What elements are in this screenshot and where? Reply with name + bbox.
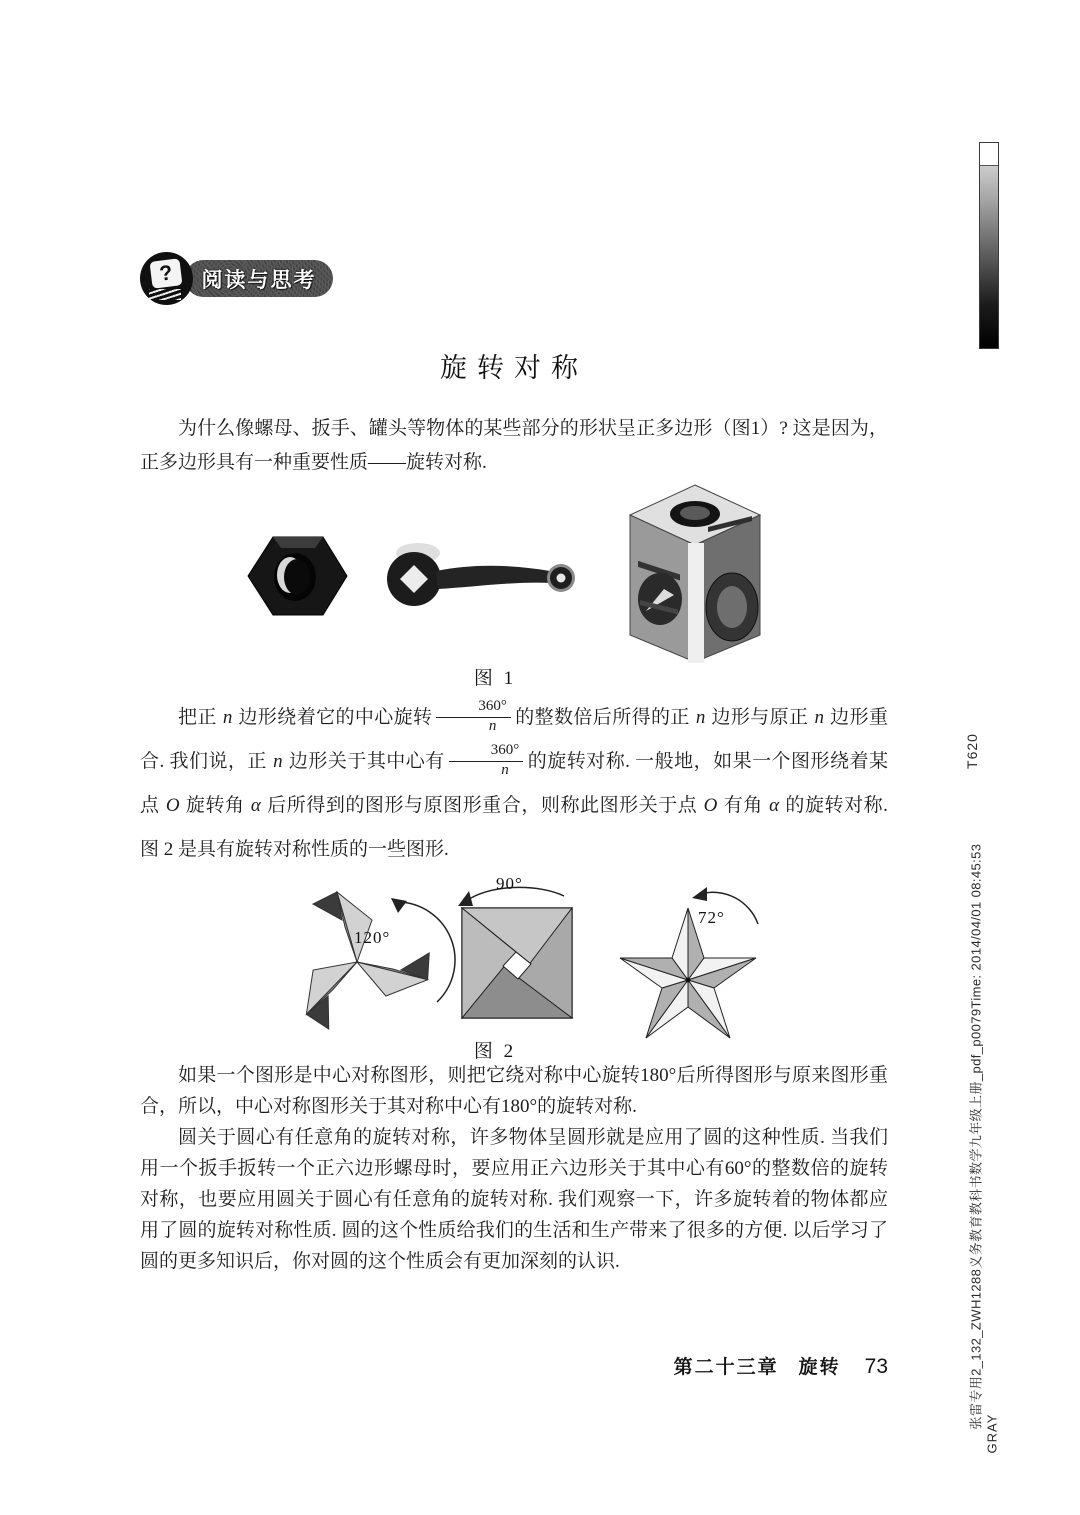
watermark-text: 张雷专用2_132_ZWH1288义务教育教科书数学九年级上册_pdf_p0079Time: 2014/04/01 08:45:53: [968, 843, 984, 1430]
text-segment: 边形绕着它的中心旋转: [233, 707, 433, 728]
paragraph-2: [140, 696, 888, 872]
fraction-360-over-n: $\frac{360^\circ}{n}$: [449, 742, 524, 779]
badge-label: 阅读与思考: [201, 268, 317, 292]
text-segment: 后所得到的图形与原图形重合，则称此图形关于点: [261, 795, 703, 816]
calibration-white-patch: [980, 143, 998, 166]
text-segment: 的旋转对称. 一般地，如果一个图形绕着某点: [140, 751, 888, 816]
badge-bar: [185, 260, 333, 297]
math-variable: O: [703, 795, 718, 816]
book-pages-icon: [149, 289, 181, 300]
figure-2: [270, 870, 790, 1042]
star-shape: [610, 882, 770, 1042]
text-segment: 有角: [718, 795, 769, 816]
wrench-image: [380, 537, 580, 612]
print-code: T620: [964, 733, 980, 769]
hex-nut-image: [245, 530, 350, 622]
paragraph-3-4: [140, 1060, 888, 1277]
chapter-label: 第二十三章: [673, 1357, 779, 1378]
paragraph-3: 如果一个图形是中心对称图形，则把它绕对称中心旋转180°后所得图形与原来图形重合，所以，中心对称图形关于其对称中心有180°的旋转对称.: [140, 1065, 888, 1117]
math-variable: n: [222, 707, 233, 728]
paragraph-1-text: 为什么像螺母、扳手、罐头等物体的某些部分的形状呈正多边形（图1）? 这是因为，正多边形具有一种重要性质——旋转对称.: [140, 418, 888, 473]
square-pinwheel-shape: [452, 870, 582, 1032]
page-footer: [140, 1352, 888, 1379]
math-variable: n: [814, 707, 825, 728]
fraction-360-over-n: $\frac{360^\circ}{n}$: [436, 698, 511, 735]
question-glyph: ?: [158, 260, 174, 286]
math-variable: O: [165, 795, 180, 816]
text-segment: 边形关于其中心有: [283, 751, 445, 772]
tin-can-image: [620, 477, 770, 672]
section-label: 旋转: [798, 1357, 841, 1378]
figure-2-caption: 图 2: [473, 1041, 517, 1062]
math-variable: n: [273, 751, 283, 772]
paragraph-1: [140, 412, 888, 480]
pinwheel-shape: [275, 880, 465, 1042]
angle-label-72: 72°: [698, 908, 725, 927]
page-number: 73: [864, 1355, 888, 1378]
paragraph-4: 圆关于圆心有任意角的旋转对称，许多物体呈圆形就是应用了圆的这种性质. 当我们用一个扳手扳转一个正六边形螺母时，要应用正六边形关于其中心有60°的整数倍的旋转对称，也要应用圆关于圆心有任意角的旋转对称. 我们观察一下，许多旋转着的物体都应用了圆的旋转对称性质. 圆的这个性质给我们的生活和生产带来了很多的方便. 以后学习了圆的更多知识后，你对圆的这个性质会有更加深刻的认识.: [140, 1127, 888, 1272]
figure-1: [230, 475, 790, 675]
paragraph-2-wrap: [140, 696, 888, 872]
math-variable: α: [769, 795, 780, 816]
math-variable: α: [250, 795, 261, 816]
grayscale-calibration-bar: [979, 142, 999, 349]
text-segment: 边形重合. 我们说，正: [140, 707, 888, 772]
math-variable: n: [695, 707, 706, 728]
text-segment: 的旋转对称. 图 2 是具有旋转对称性质的一些图形.: [140, 795, 888, 860]
text-segment: 边形与原正: [706, 707, 814, 728]
text-segment: 把正: [178, 707, 222, 728]
text-segment: 旋转角: [180, 795, 250, 816]
reading-question-icon: [140, 252, 193, 305]
angle-label-120: 120°: [354, 928, 391, 947]
page-title: 旋转对称: [440, 353, 588, 383]
calibration-gradient: [980, 166, 998, 348]
section-badge: [140, 250, 350, 306]
gray-mode-label: GRAY: [984, 1413, 1000, 1454]
figure-1-caption: 图 1: [473, 668, 517, 689]
angle-label-90: 90°: [496, 874, 523, 893]
text-segment: 的整数倍后所得的正: [514, 707, 695, 728]
